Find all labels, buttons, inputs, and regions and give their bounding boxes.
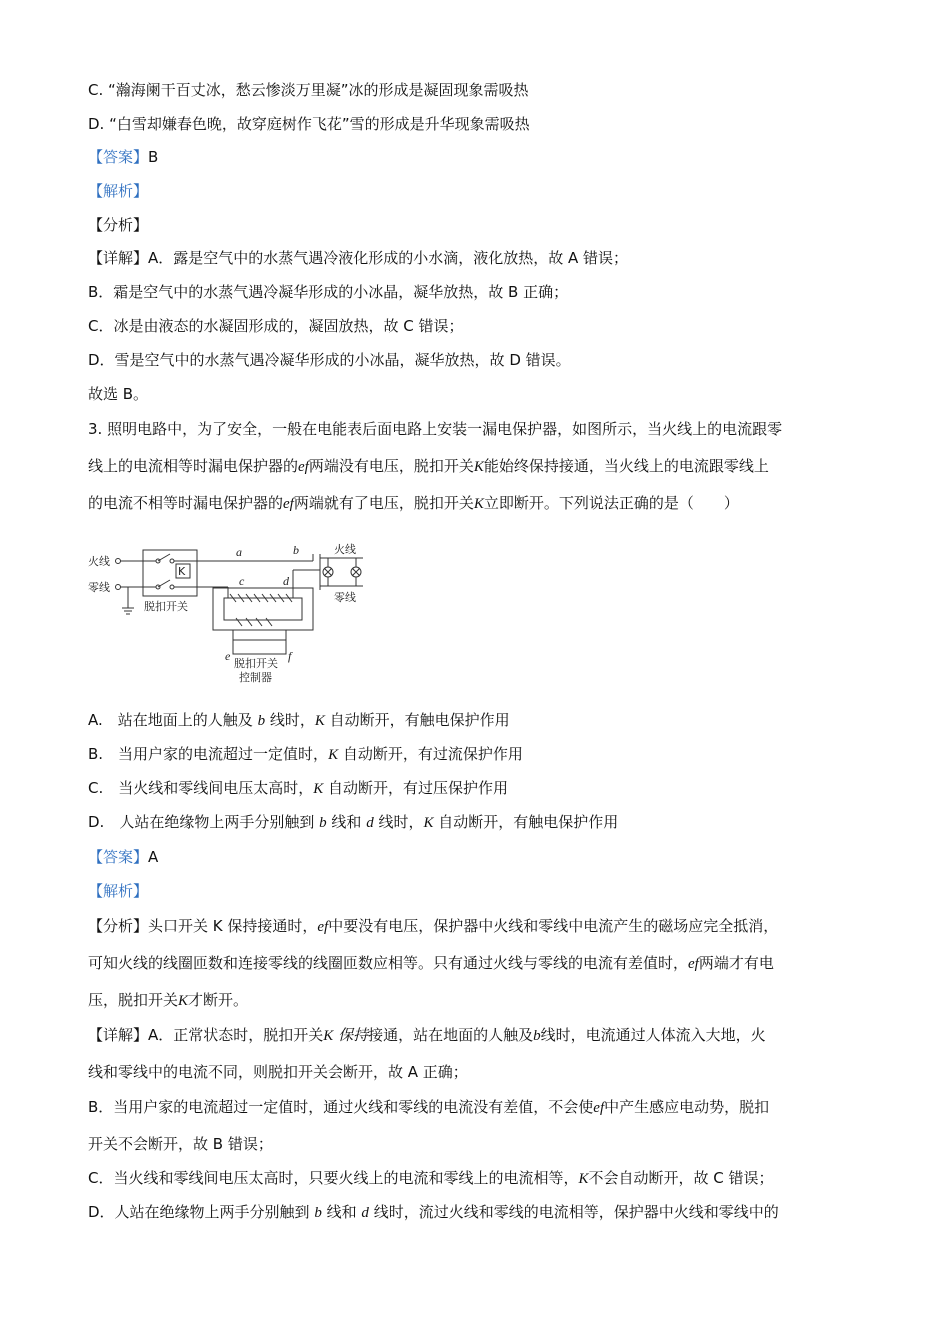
label-f: f [288,649,292,663]
leakage-protector-diagram [88,540,388,690]
q3-fenxi-line1: 【分析】头口开关 K 保持接通时，ef中要没有电压，保护器中火线和零线中电流产生的磁场应完全抵消， [88,917,779,935]
q3-detail-a-line1: 【详解】A．正常状态时，脱扣开关K 保持接通，站在地面的人触及b线时，电流通过人体流入大地，火 [88,1026,766,1044]
label-neutral-right: 零线 [334,591,356,604]
q2-detail-b: B．霜是空气中的水蒸气遇冷凝华形成的小冰晶，凝华放热，故 B 正确； [88,283,569,301]
q3-detail-b-line2: 开关不会断开，故 B 错误； [88,1135,273,1153]
answer-value: A [148,848,159,866]
q3-fenxi-line3: 压，脱扣开关K才断开。 [88,991,249,1009]
trip-switch-box [143,550,197,596]
label-trip-switch: 脱扣开关 [144,600,188,613]
label-d: d [283,574,289,588]
q3-stem-line1: 3. 照明电路中，为了安全，一般在电能表后面电路上安装一漏电保护器，如图所示，当火线上的电流跟零 [88,420,783,438]
label-controller-1: 脱扣开关 [234,657,278,670]
q2-conclusion: 故选 B。 [88,385,149,403]
q3-detail-d: D．人站在绝缘物上两手分别触到 b 线和 d 线时，流过火线和零线的电流相等，保护器中火线和零线中的 [88,1203,779,1221]
q2-fenxi-tag: 【分析】 [88,216,149,234]
live-terminal [116,559,121,564]
answer-tag: 【答案】 [88,148,149,166]
q3-fenxi-line2: 可知火线的线圈匝数和连接零线的线圈匝数应相等。只有通过火线与零线的电流有差值时，ef两端才有电 [88,954,774,972]
q3-option-c: C. 当火线和零线间电压太高时，K 自动断开，有过压保护作用 [88,779,509,797]
q2-detail-a: 【详解】A．露是空气中的水蒸气遇冷液化形成的小水滴，液化放热，故 A 错误； [88,249,629,267]
q2-analysis-tag: 【解析】 [88,182,149,200]
label-live: 火线 [88,555,110,568]
q2-answer [88,147,158,167]
answer-value: B [148,148,159,166]
label-c: c [239,574,245,588]
q3-option-a: A. 站在地面上的人触及 b 线时，K 自动断开，有触电保护作用 [88,711,510,729]
label-b: b [293,543,299,557]
q3-detail-b-line1: B．当用户家的电流超过一定值时，通过火线和零线的电流没有差值，不会使ef中产生感应电动势，脱扣 [88,1098,770,1116]
q2-detail-c: C．冰是由液态的水凝固形成的，凝固放热，故 C 错误； [88,317,464,335]
label-a: a [236,545,242,559]
q3-option-d: D. 人站在绝缘物上两手分别触到 b 线和 d 线时，K 自动断开，有触电保护作用 [88,813,619,831]
label-live-right: 火线 [334,543,356,556]
label-controller-2: 控制器 [239,671,272,684]
controller-box [233,640,286,654]
q2-option-d: D. “白雪却嫌春色晚，故穿庭树作飞花”雪的形成是升华现象需吸热 [88,115,530,133]
q3-analysis-tag: 【解析】 [88,882,149,900]
q3-stem-line2: 线上的电流相等时漏电保护器的ef两端没有电压，脱扣开关K能始终保持接通，当火线上的电流跟零线上 [88,457,769,475]
q3-option-b: B. 当用户家的电流超过一定值时，K 自动断开，有过流保护作用 [88,745,523,763]
q3-detail-a-line2: 线和零线中的电流不同，则脱扣开关会断开，故 A 正确； [88,1063,468,1081]
q3-answer [88,847,158,867]
label-k: K [178,565,186,578]
label-neutral: 零线 [88,581,110,594]
neutral-terminal [116,585,121,590]
q3-stem-line3: 的电流不相等时漏电保护器的ef两端就有了电压，脱扣开关K立即断开。下列说法正确的是（ ） [88,494,739,512]
label-e: e [225,649,231,663]
q2-option-c: C. “瀚海阑干百丈冰，愁云惨淡万里凝”冰的形成是凝固现象需吸热 [88,81,529,99]
q3-detail-c: C．当火线和零线间电压太高时，只要火线上的电流和零线上的电流相等，K不会自动断开，故 C 错误； [88,1169,774,1187]
q2-detail-d: D．雪是空气中的水蒸气遇冷凝华形成的小冰晶，凝华放热，故 D 错误。 [88,351,571,369]
answer-tag: 【答案】 [88,848,149,866]
